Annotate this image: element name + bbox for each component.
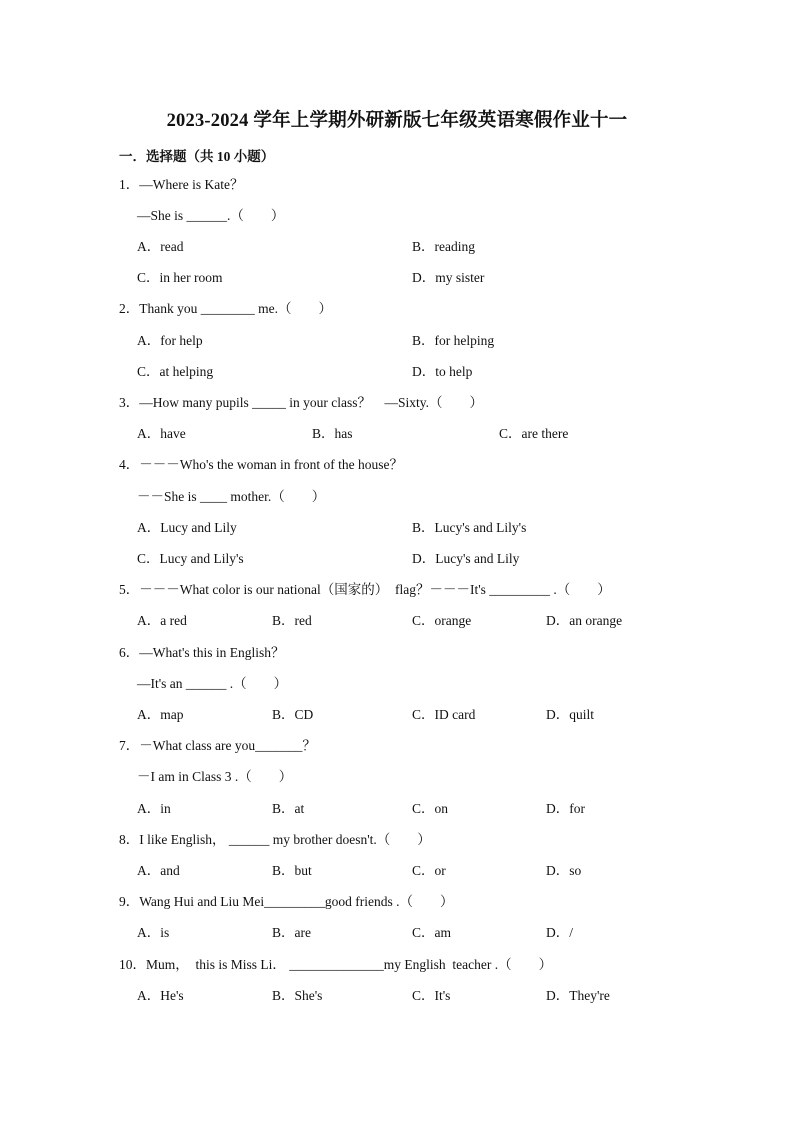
section-heading: 一．选择题（共 10 小题） — [119, 149, 275, 164]
question-7-option-d: D．for — [546, 801, 585, 816]
question-1-option-b: B．reading — [412, 239, 475, 254]
question-6-stem: 6．—What's this in English？ — [119, 645, 285, 660]
question-1-option-c: C．in her room — [137, 270, 223, 285]
question-9-option-a: A．is — [137, 925, 170, 940]
question-4-stem: 4．－－－Who's the woman in front of the house？ — [119, 457, 404, 472]
question-5-stem: 5．－－－What color is our national（国家的） flag？－－－It's _________ .（ ） — [119, 582, 611, 597]
question-5-option-d: D．an orange — [546, 613, 623, 628]
question-4-option-b: B．Lucy's and Lily's — [412, 520, 527, 535]
question-7-option-c: C．on — [412, 801, 449, 816]
question-8-option-c: C．or — [412, 863, 446, 878]
page-title: 2023-2024 学年上学期外研新版七年级英语寒假作业十一 — [166, 111, 628, 131]
question-8-option-a: A．and — [137, 863, 180, 878]
question-2-stem: 2．Thank you ________ me.（ ） — [119, 301, 332, 316]
question-8-option-b: B．but — [272, 863, 312, 878]
question-5-option-c: C．orange — [412, 613, 472, 628]
question-7-answer-line: －I am in Class 3 .（ ） — [137, 769, 293, 784]
question-9-option-d: D．/ — [546, 925, 573, 940]
question-9-option-c: C．am — [412, 925, 451, 940]
question-10-option-b: B．She's — [272, 988, 323, 1003]
question-6-option-c: C．ID card — [412, 707, 476, 722]
question-4-option-c: C．Lucy and Lily's — [137, 551, 244, 566]
question-7-option-b: B．at — [272, 801, 305, 816]
question-10-option-c: C．It's — [412, 988, 451, 1003]
question-4-option-d: D．Lucy's and Lily — [412, 551, 520, 566]
question-8-option-d: D．so — [546, 863, 582, 878]
question-10-option-d: D．They're — [546, 988, 610, 1003]
question-2-option-a: A．for help — [137, 333, 203, 348]
question-3-option-c: C．are there — [499, 426, 569, 441]
question-10-option-a: A．He's — [137, 988, 184, 1003]
question-8-stem: 8．I like English， ______ my brother doesn't.（ ） — [119, 832, 431, 847]
question-9-option-b: B．are — [272, 925, 311, 940]
question-6-answer-line: —It's an ______ .（ ） — [137, 676, 288, 691]
question-1-answer-line: —She is ______.（ ） — [137, 208, 285, 223]
question-2-option-b: B．for helping — [412, 333, 495, 348]
question-6-option-d: D．quilt — [546, 707, 595, 722]
question-3-stem: 3．—How many pupils _____ in your class？ —Sixty.（ ） — [119, 395, 483, 410]
question-4-option-a: A．Lucy and Lily — [137, 520, 237, 535]
question-2-option-d: D．to help — [412, 364, 473, 379]
question-6-option-b: B．CD — [272, 707, 314, 722]
question-10-stem: 10．Mum， this is Miss Li． ______________my English teacher .（ ） — [119, 957, 553, 972]
question-7-stem: 7．－What class are you_______？ — [119, 738, 316, 753]
question-1-stem: 1．—Where is Kate？ — [119, 177, 244, 192]
question-4-answer-line: －－She is ____ mother.（ ） — [137, 489, 326, 504]
question-9-stem: 9．Wang Hui and Liu Mei_________good friends .（ ） — [119, 894, 454, 909]
question-3-option-b: B．has — [312, 426, 353, 441]
question-1-option-a: A．read — [137, 239, 184, 254]
question-7-option-a: A．in — [137, 801, 171, 816]
question-3-option-a: A．have — [137, 426, 186, 441]
question-5-option-a: A．a red — [137, 613, 187, 628]
question-5-option-b: B．red — [272, 613, 312, 628]
question-1-option-d: D．my sister — [412, 270, 485, 285]
question-2-option-c: C．at helping — [137, 364, 214, 379]
question-6-option-a: A．map — [137, 707, 184, 722]
